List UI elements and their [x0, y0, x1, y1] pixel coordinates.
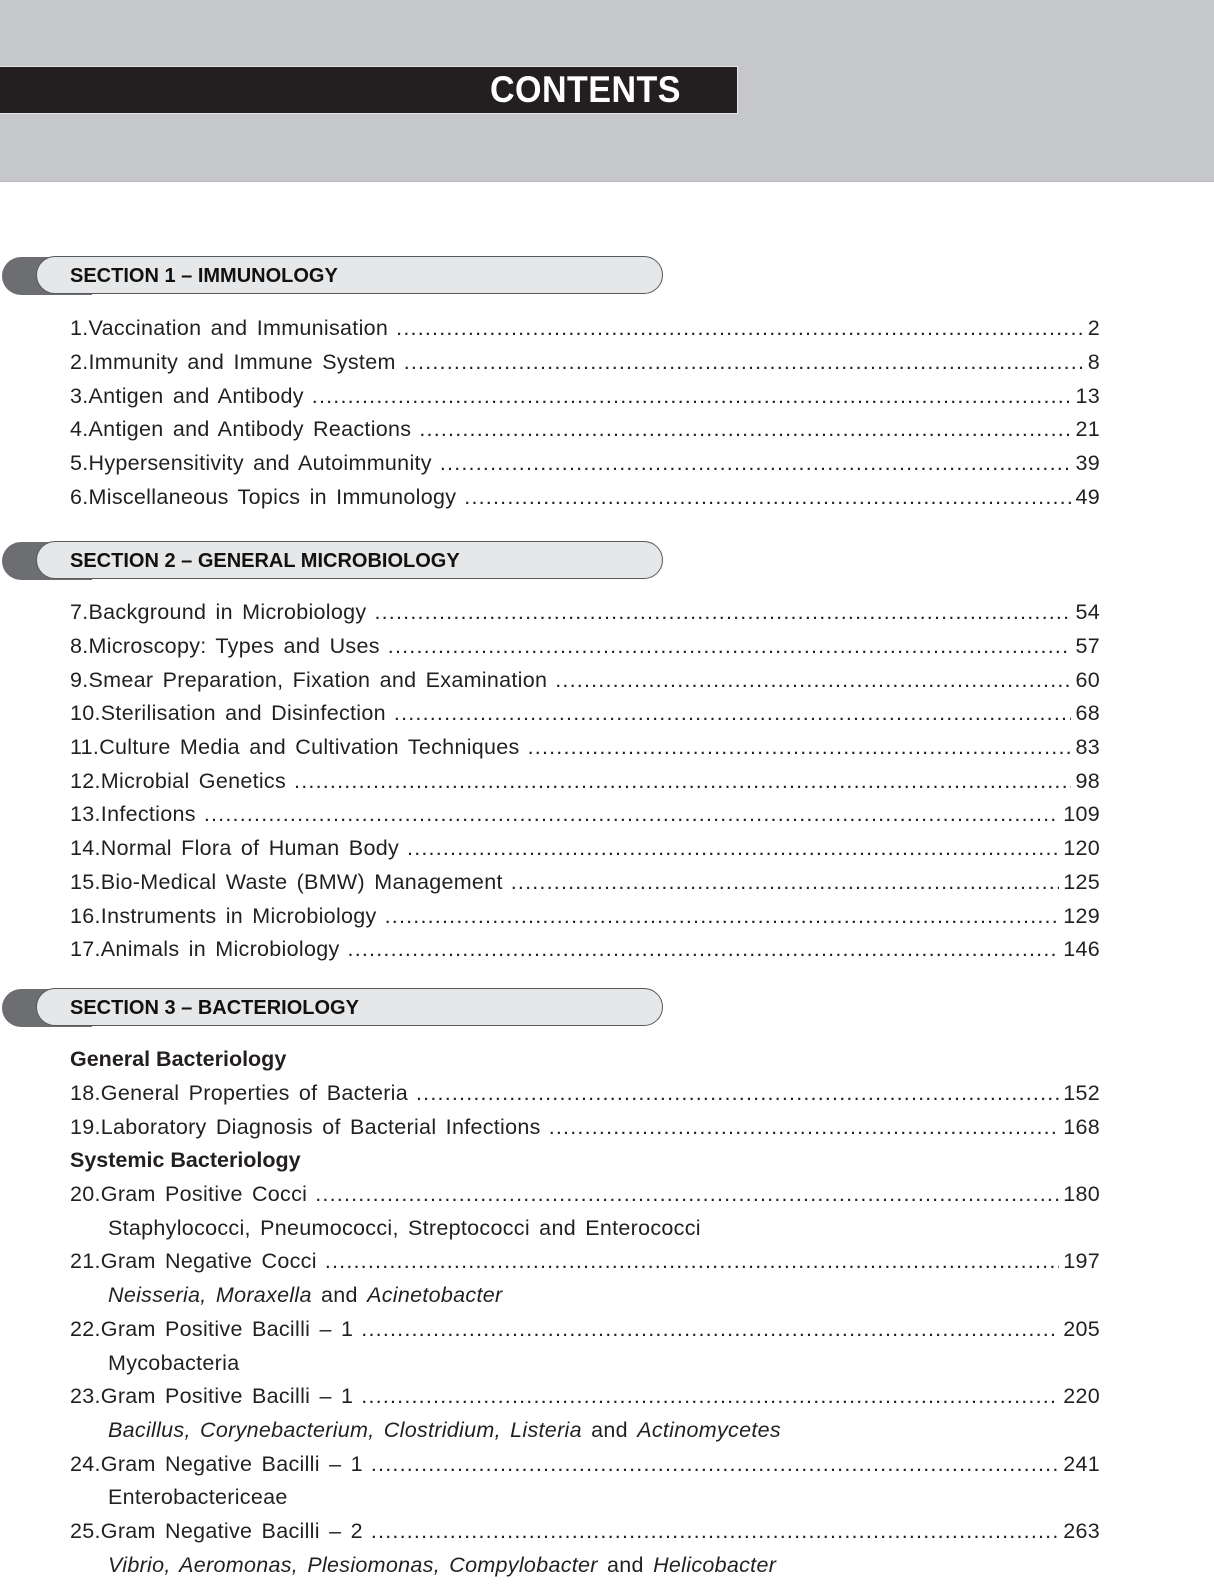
- page-number: 263: [1063, 1518, 1100, 1543]
- entry-title: Background in Microbiology: [88, 600, 367, 625]
- page-number: 60: [1075, 667, 1100, 692]
- dot-leader: [348, 937, 1060, 962]
- subtitle-italic: Helicobacter: [653, 1552, 777, 1577]
- entry-number: 7.: [70, 600, 89, 625]
- toc-entry[interactable]: [70, 1245, 1100, 1279]
- subtitle-conjunction: and: [311, 1283, 368, 1308]
- entry-subtitle: Enterobactericeae: [108, 1485, 288, 1510]
- entry-title: Immunity and Immune System: [88, 350, 396, 375]
- page-number: 8: [1087, 350, 1100, 375]
- page-number: 68: [1075, 701, 1100, 726]
- dot-leader: [312, 384, 1072, 409]
- dot-leader: [294, 769, 1071, 794]
- entry-title: Gram Negative Bacilli – 2: [100, 1518, 363, 1543]
- section-3-entries: [70, 1043, 1100, 1582]
- entry-title: Gram Negative Bacilli – 1: [100, 1451, 363, 1476]
- entry-title: Microbial Genetics: [100, 768, 287, 793]
- entry-title: Antigen and Antibody Reactions: [88, 417, 412, 442]
- page-number: 220: [1063, 1384, 1100, 1409]
- dot-leader: [385, 904, 1060, 929]
- entry-number: 14.: [70, 836, 101, 861]
- toc-entry[interactable]: [70, 798, 1100, 832]
- page-number: 39: [1075, 451, 1100, 476]
- toc-entry[interactable]: [70, 413, 1100, 447]
- toc-entry[interactable]: [70, 596, 1100, 630]
- entry-title: Miscellaneous Topics in Immunology: [88, 484, 457, 509]
- group-heading: Systemic Bacteriology: [70, 1148, 301, 1173]
- subtitle-italic: Bacillus, Corynebacterium, Clostridium, Listeria: [108, 1417, 582, 1442]
- entry-title: General Properties of Bacteria: [100, 1081, 408, 1106]
- entry-number: 5.: [70, 451, 89, 476]
- subtitle-italic: Acinetobacter: [367, 1283, 503, 1308]
- dot-leader: [204, 802, 1059, 827]
- subtitle-conjunction: and: [597, 1552, 654, 1577]
- subtitle-italic: Vibrio, Aeromonas, Plesiomonas, Compylobacter: [108, 1552, 598, 1577]
- entry-number: 11.: [70, 735, 100, 760]
- toc-entry[interactable]: [70, 447, 1100, 481]
- entry-number: 2.: [70, 350, 89, 375]
- entry-title: Vaccination and Immunisation: [88, 316, 389, 341]
- toc-entry[interactable]: [70, 1077, 1100, 1111]
- entry-number: 12.: [70, 768, 101, 793]
- entry-title: Antigen and Antibody: [88, 383, 304, 408]
- page-number: 168: [1063, 1114, 1100, 1139]
- page-number: 129: [1063, 903, 1100, 928]
- entry-title: Microscopy: Types and Uses: [88, 634, 380, 659]
- entry-number: 17.: [70, 937, 101, 962]
- toc-entry[interactable]: [70, 1110, 1100, 1144]
- dot-leader: [416, 1081, 1059, 1106]
- entry-title: Smear Preparation, Fixation and Examination: [88, 667, 548, 692]
- entry-number: 25.: [70, 1518, 101, 1543]
- entry-title: Gram Positive Bacilli – 1: [100, 1384, 354, 1409]
- entry-title: Culture Media and Cultivation Techniques: [99, 735, 520, 760]
- entry-title: Gram Negative Cocci: [100, 1249, 317, 1274]
- page-number: 2: [1087, 316, 1100, 341]
- dot-leader: [396, 316, 1084, 341]
- page-number: 125: [1063, 869, 1100, 894]
- dot-leader: [361, 1384, 1059, 1409]
- toc-entry[interactable]: [70, 346, 1100, 380]
- toc-entry[interactable]: [70, 630, 1100, 664]
- section-2-entries: [70, 596, 1100, 967]
- dot-leader: [371, 1519, 1059, 1544]
- page-number: 57: [1075, 634, 1100, 659]
- entry-number: 8.: [70, 634, 89, 659]
- section-header-2: [0, 541, 665, 581]
- entry-title: Gram Positive Cocci: [100, 1182, 308, 1207]
- toc-entry[interactable]: [70, 899, 1100, 933]
- page-number: 21: [1075, 417, 1100, 442]
- dot-leader: [528, 735, 1072, 760]
- toc-entry[interactable]: [70, 379, 1100, 413]
- dot-leader: [511, 870, 1059, 895]
- section-label: SECTION 1 – IMMUNOLOGY: [70, 265, 338, 287]
- subtitle-conjunction: and: [581, 1417, 638, 1442]
- toc-entry[interactable]: [70, 1178, 1100, 1212]
- page-number: 98: [1075, 768, 1100, 793]
- title-bar: [0, 66, 738, 114]
- entry-number: 19.: [70, 1114, 101, 1139]
- dot-leader: [374, 600, 1071, 625]
- entry-number: 10.: [70, 701, 101, 726]
- entry-number: 20.: [70, 1182, 101, 1207]
- entry-number: 22.: [70, 1316, 101, 1341]
- dot-leader: [404, 350, 1084, 375]
- page-number: 152: [1063, 1081, 1100, 1106]
- entry-number: 16.: [70, 903, 101, 928]
- dot-leader: [549, 1115, 1060, 1140]
- page-number: 205: [1063, 1316, 1100, 1341]
- page-number: 146: [1063, 937, 1100, 962]
- entry-title: Bio-Medical Waste (BMW) Management: [100, 869, 503, 894]
- page-number: 180: [1063, 1182, 1100, 1207]
- toc-entry[interactable]: [70, 697, 1100, 731]
- dot-leader: [407, 836, 1059, 861]
- page-number: 109: [1063, 802, 1100, 827]
- subtitle-italic: Neisseria, Moraxella: [108, 1283, 312, 1308]
- section-label: SECTION 2 – GENERAL MICROBIOLOGY: [70, 550, 460, 572]
- toc-entry[interactable]: [70, 764, 1100, 798]
- toc-entry[interactable]: [70, 933, 1100, 967]
- page-number: 83: [1075, 735, 1100, 760]
- entry-number: 21.: [70, 1249, 101, 1274]
- entry-subtitle: [70, 1548, 1100, 1582]
- entry-title: Laboratory Diagnosis of Bacterial Infections: [100, 1114, 541, 1139]
- page-number: 13: [1075, 383, 1100, 408]
- toc-entry[interactable]: [70, 663, 1100, 697]
- entry-title: Hypersensitivity and Autoimmunity: [88, 451, 432, 476]
- dot-leader: [361, 1317, 1059, 1342]
- toc-entry[interactable]: [70, 832, 1100, 866]
- entry-number: 6.: [70, 484, 89, 509]
- entry-title: Animals in Microbiology: [100, 937, 340, 962]
- entry-number: 4.: [70, 417, 89, 442]
- toc-entry[interactable]: [70, 1447, 1100, 1481]
- entry-number: 24.: [70, 1451, 101, 1476]
- section-label: SECTION 3 – BACTERIOLOGY: [70, 997, 359, 1019]
- page-number: 54: [1075, 600, 1100, 625]
- dot-leader: [440, 451, 1072, 476]
- entry-subtitle: [70, 1414, 1100, 1448]
- entry-title: Infections: [100, 802, 196, 827]
- toc-entry[interactable]: [70, 1380, 1100, 1414]
- dot-leader: [371, 1452, 1059, 1477]
- toc-entry[interactable]: [70, 312, 1100, 346]
- toc-entry[interactable]: [70, 1313, 1100, 1347]
- entry-number: 3.: [70, 383, 89, 408]
- entry-title: Instruments in Microbiology: [100, 903, 377, 928]
- entry-title: Gram Positive Bacilli – 1: [100, 1316, 354, 1341]
- dot-leader: [419, 417, 1071, 442]
- toc-entry[interactable]: [70, 1515, 1100, 1549]
- entry-number: 1.: [70, 316, 89, 341]
- dot-leader: [394, 701, 1072, 726]
- page-number: 241: [1063, 1451, 1100, 1476]
- entry-title: Sterilisation and Disinfection: [100, 701, 386, 726]
- dot-leader: [325, 1249, 1059, 1274]
- toc-entry[interactable]: [70, 731, 1100, 765]
- section-1-entries: [70, 312, 1100, 514]
- dot-leader: [464, 485, 1071, 510]
- entry-number: 18.: [70, 1081, 101, 1106]
- page-number: 120: [1063, 836, 1100, 861]
- entry-subtitle: [70, 1279, 1100, 1313]
- entry-number: 15.: [70, 869, 101, 894]
- dot-leader: [388, 634, 1072, 659]
- toc-entry[interactable]: [70, 480, 1100, 514]
- page-title: CONTENTS: [490, 69, 681, 110]
- page-number: 197: [1063, 1249, 1100, 1274]
- entry-subtitle: Staphylococci, Pneumococci, Streptococci and Enterococci: [108, 1215, 701, 1240]
- dot-leader: [555, 668, 1071, 693]
- entry-number: 23.: [70, 1384, 101, 1409]
- toc-entry[interactable]: [70, 866, 1100, 900]
- subtitle-italic: Actinomycetes: [637, 1417, 781, 1442]
- entry-number: 13.: [70, 802, 101, 827]
- dot-leader: [315, 1182, 1059, 1207]
- section-header-3: [0, 988, 665, 1028]
- page-number: 49: [1075, 484, 1100, 509]
- entry-subtitle: Mycobacteria: [108, 1350, 240, 1375]
- group-heading: General Bacteriology: [70, 1047, 287, 1072]
- entry-number: 9.: [70, 667, 89, 692]
- section-header-1: [0, 256, 665, 296]
- entry-title: Normal Flora of Human Body: [100, 836, 400, 861]
